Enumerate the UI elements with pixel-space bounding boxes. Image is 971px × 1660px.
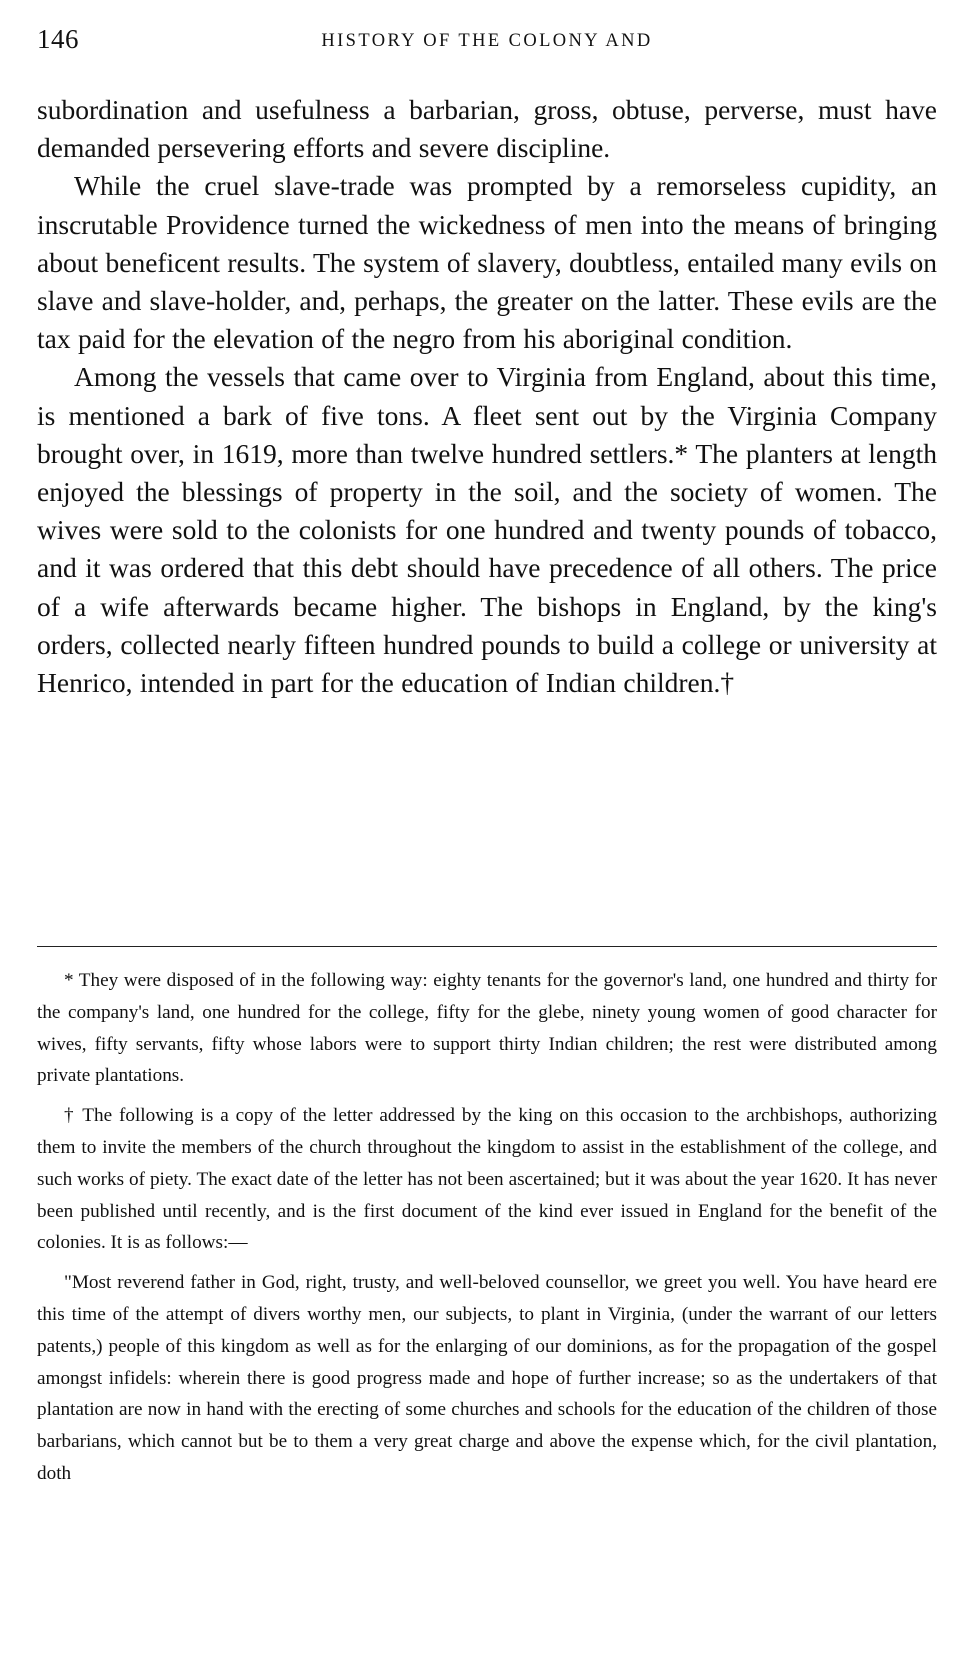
- footnote-divider: [37, 946, 937, 947]
- body-text: [37, 91, 937, 702]
- page-number: 146: [37, 24, 79, 54]
- running-title: HISTORY OF THE COLONY AND: [321, 31, 653, 51]
- footnotes: [37, 965, 937, 1498]
- book-page: [37, 22, 937, 1642]
- footnote-dagger: † The following is a copy of the letter addressed by the king on this occasion to the archbishops, authorizing them to invite the members of the church throughout the kingdom to assist in the establishment of the college, and such works of piety. The exact date of the letter has not been ascertained; but it was about the year 1620. It has never been published until recently, and is the first document of the kind ever issued in England for the benefit of the colonies. It is as follows:—: [37, 1105, 937, 1254]
- footnote-asterisk: * They were disposed of in the following way: eighty tenants for the governor's land, one hundred and thirty for the company's land, one hundred for the college, fifty for the glebe, ninety young women of good character for wives, fifty servants, fifty whose labors were to support thirty Indian children; the rest were distributed among private plantations.: [37, 970, 937, 1087]
- paragraph-slave-trade: While the cruel slave-trade was prompted by a remorseless cupidity, an inscrutable Providence turned the wickedness of men into the means of bringing about beneficent results. The system of slavery, doubtless, entailed many evils on slave and slave-holder, and, perhaps, the greater on the latter. These evils are the tax paid for the elevation of the negro from his aboriginal condition.: [37, 170, 937, 355]
- footnote-letter-quote: "Most reverend father in God, right, trusty, and well-beloved counsellor, we greet you well. You have heard ere this time of the attempt of divers worthy men, our subjects, to plant in Virginia, (under the warrant of our letters patents,) people of this kingdom as well as for the enlarging of our dominions, as for the propagation of the gospel amongst infidels: wherein there is good progress made and hope of further increase; so as the undertakers of that plantation are now in hand with the erecting of some churches and schools for the education of the children of those barbarians, which cannot but be to them a very great charge and above the expense which, for the civil plantation, doth: [37, 1272, 937, 1484]
- paragraph-continued: subordination and usefulness a barbarian, gross, obtuse, perverse, must have demanded persevering efforts and severe discipline.: [37, 94, 937, 164]
- paragraph-vessels: Among the vessels that came over to Virginia from England, about this time, is mentioned a bark of five tons. A fleet sent out by the Virginia Company brought over, in 1619, more than twelve hundred settlers.* The planters at length enjoyed the blessings of property in the soil, and the society of women. The wives were sold to the colonists for one hundred and twenty pounds of tobacco, and it was ordered that this debt should have precedence of all others. The price of a wife afterwards became higher. The bishops in England, by the king's orders, collected nearly fifteen hundred pounds to build a college or university at Henrico, intended in part for the education of Indian children.†: [37, 361, 937, 699]
- running-head: [37, 22, 937, 72]
